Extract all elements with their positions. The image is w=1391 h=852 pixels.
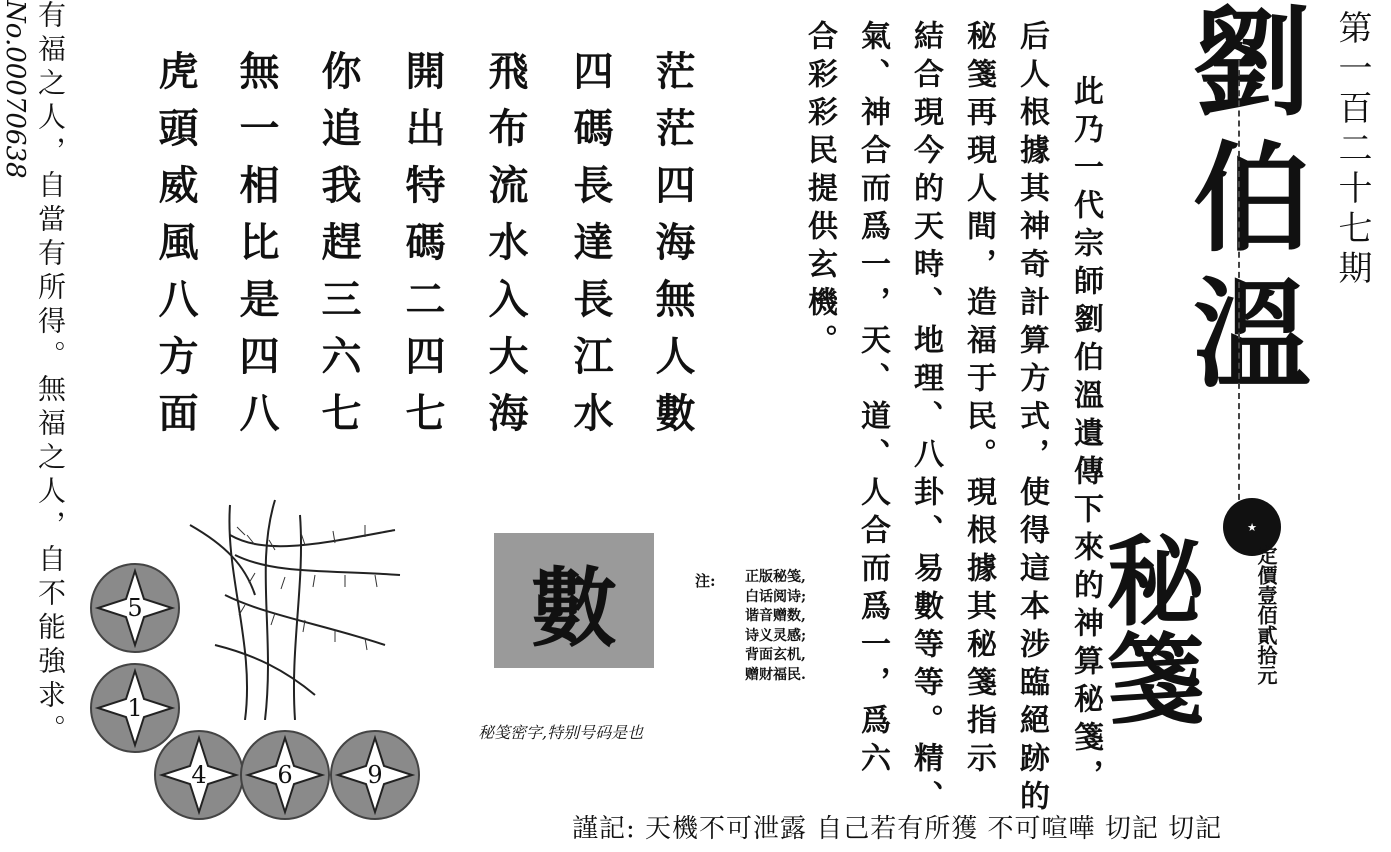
intro-column: 此乃一代宗師劉伯溫遺傳下來的神算秘箋， [1068, 75, 1103, 797]
stamp-strip [1238, 60, 1274, 510]
poem-line: 無一相比是四八 [233, 50, 279, 449]
lucky-number-ball [90, 563, 180, 653]
lucky-number-ball [240, 730, 330, 820]
notes-list [745, 568, 806, 685]
ball-number: 1 [127, 694, 143, 722]
poem-line: 你追我趕三六七 [315, 50, 361, 449]
poem-line: 開出特碼二四七 [399, 50, 445, 449]
note-line: 赠财福民. [745, 666, 806, 683]
ball-number: 4 [191, 761, 207, 789]
intro-column: 氣、神合而爲一，天、道、人合而爲一，爲六 [855, 20, 890, 780]
intro-column: 后人根據其神奇計算方式，使得這本涉臨絕跡的 [1014, 20, 1049, 818]
serial-number: No.00070638 [0, 0, 30, 179]
seal-stamp: ★ [1223, 498, 1281, 556]
caption: 秘笺密字,特别号码是也 [478, 723, 644, 742]
poem-line: 飛布流水入大海 [482, 50, 528, 449]
note-label: 注: [695, 572, 716, 590]
poem-line: 茫茫四海無人數 [649, 50, 695, 449]
intro-column: 合彩彩民提供玄機。 [802, 20, 837, 362]
note-line: 正版秘笺, [745, 569, 806, 585]
issue-number: 第一百二十七期 [1332, 10, 1372, 290]
poem-line: 虎頭威風八方面 [152, 50, 198, 449]
featured-character: 數 [494, 533, 654, 668]
ball-number: 5 [127, 594, 143, 622]
price-label: 定價壹佰貳拾元 [1254, 545, 1278, 685]
intro-column: 結合現今的天時、地理、八卦、易數等等。精、 [908, 20, 943, 818]
footer-warning: 謹記: 天機不可泄露 自己若有所獲 不可喧嘩 切記 切記 [572, 814, 1223, 844]
poem-line: 四碼長達長江水 [567, 50, 613, 449]
ball-number: 6 [277, 761, 293, 789]
note-line: 白话阅诗; [745, 588, 807, 605]
lucky-number-ball [330, 730, 420, 820]
lucky-number-ball [154, 730, 244, 820]
note-line: 谐音赠数, [745, 608, 806, 624]
note-line: 背面玄机, [745, 647, 806, 663]
subtitle: 秘箋 [1090, 530, 1204, 726]
page-title: 劉伯溫 [1173, 0, 1311, 408]
tree-sketch-illustration [185, 495, 410, 720]
side-proverb: 有福之人，自當有所得。無福之人，自不能強求。 [34, 0, 67, 748]
ball-number: 9 [367, 761, 383, 789]
intro-column: 秘箋再現人間，造福于民。現根據其秘箋指示 [961, 20, 996, 780]
note-line: 诗义灵感; [745, 627, 807, 644]
